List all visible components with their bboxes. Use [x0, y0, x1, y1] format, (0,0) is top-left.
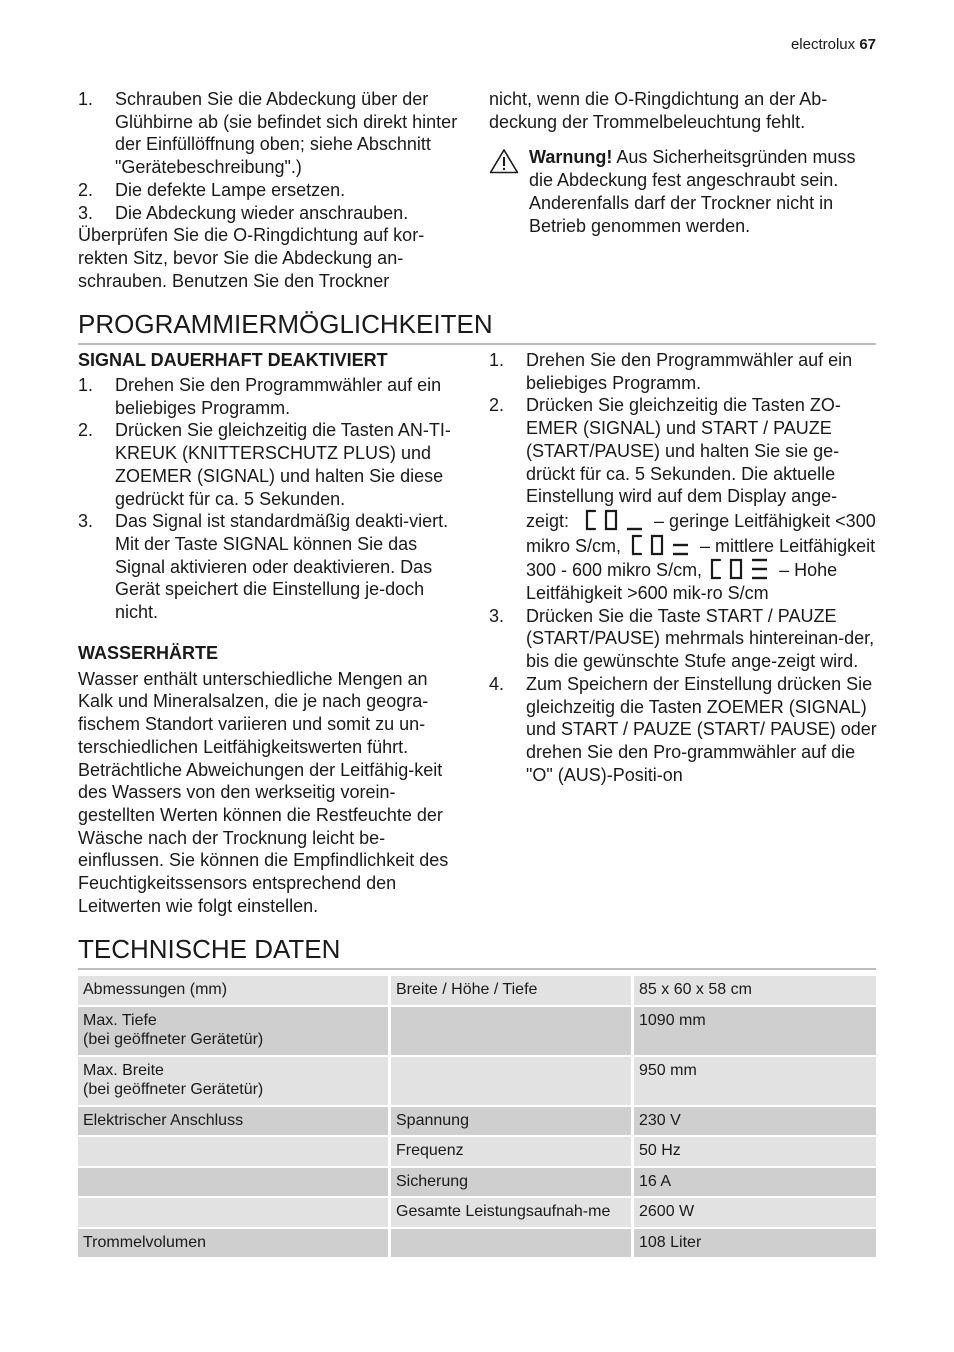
- signal-subheading: SIGNAL DAUERHAFT DEAKTIVIERT: [78, 350, 388, 370]
- list-item: 3. Das Signal ist standardmäßig deakti-viert. Mit der Taste SIGNAL können Sie das Signal aktivieren oder deaktivieren. Das Gerät speichert die Einstellung je-doch nicht.: [78, 511, 449, 623]
- warning-text: Aus Sicherheitsgründen muss die Abdeckung fest angeschraubt sein. Anderenfalls darf der Trockner nicht in Betrieb genommen werden.: [529, 147, 856, 236]
- list-item: 1. Schrauben Sie die Abdeckung über der Glühbirne ab (sie befindet sich direkt hinter der Einfüllöffnung oben; siehe Abschnitt "Gerätebeschreibung".): [78, 89, 458, 178]
- table-row: Gesamte Leistungsaufnah-me 2600 W: [78, 1198, 876, 1229]
- list-item: 2. Drücken Sie gleichzeitig die Tasten AN-TI-KREUK (KNITTERSCHUTZ PLUS) und ZOEMER (SIGNAL) und halten Sie diese gedrückt für ca. 5 Sekunden.: [78, 420, 451, 509]
- table-row: Sicherung 16 A: [78, 1168, 876, 1199]
- display-medium-icon: [630, 533, 692, 557]
- page-header: [791, 36, 876, 53]
- brand-name: electrolux: [790, 36, 856, 53]
- list-item: 1. Drehen Sie den Programmwähler auf ein beliebiges Programm.: [489, 350, 853, 393]
- warning-box: [489, 146, 877, 237]
- top-right-column: [489, 88, 877, 237]
- table-row: Trommelvolumen 108 Liter: [78, 1229, 876, 1260]
- top-left-column: [78, 88, 466, 292]
- conductivity-steps: [489, 349, 877, 786]
- conductivity-steps-column: [489, 349, 877, 786]
- water-hardness-subheading: WASSERHÄRTE: [78, 642, 219, 663]
- table-row: Abmessungen (mm) Breite / Höhe / Tiefe 85 x 60 x 58 cm: [78, 976, 876, 1007]
- table-row: Frequenz 50 Hz: [78, 1137, 876, 1168]
- water-hardness-paragraph: Wasser enthält unterschiedliche Mengen an Kalk und Mineralsalzen, die je nach geogra-fischem Standort variieren und somit zu un-terschiedlichen Leitfähigkeitswerten führt. Beträchtliche Abweichungen der Leitfähig-keit des Wassers von den werkseitig vorein-gestellten Werten können die Restfeuchte der Wäsche nach der Trocknung leicht be-einflussen. Sie können die Empfindlichkeit des Feuchtigkeitssensors entsprechend den Leitwerten wie folgt einstellen.: [78, 668, 449, 916]
- list-item: 4. Zum Speichern der Einstellung drücken Sie gleichzeitig die Tasten ZOEMER (SIGNAL) und START / PAUZE (START/ PAUSE) oder drehen Sie den Pro-grammwähler auf die "O" (AUS)-Positi-on: [489, 673, 877, 785]
- technical-data-table: [78, 976, 876, 1259]
- signal-steps: [78, 374, 466, 624]
- list-item: 2. Drücken Sie gleichzeitig die Tasten ZO-EMER (SIGNAL) und START / PAUZE (START/PAUSE) und halten Sie sie ge-drückt für ca. 5 Sekunden. Die aktuelle Einstellung wird auf dem Display ange-zeigt: – geringe Leitfähigkeit <300 mikro S/cm, – mittlere Leitfähigkeit 300 - 600 mikro S/cm, – Hohe Leitfähigkeit >600 mik-ro S/cm: [489, 395, 876, 604]
- table-row: Elektrischer Anschluss Spannung 230 V: [78, 1107, 876, 1138]
- list-item: 1. Drehen Sie den Programmwähler auf ein beliebiges Programm.: [78, 375, 442, 418]
- display-low-icon: [584, 508, 646, 532]
- list-item: 3. Die Abdeckung wieder anschrauben.: [78, 202, 409, 223]
- o-ring-paragraph-continued: nicht, wenn die O-Ringdichtung an der Ab-deckung der Trommelbeleuchtung fehlt.: [489, 89, 828, 132]
- section-title-technische-daten: TECHNISCHE DATEN: [78, 934, 876, 970]
- signal-water-column: [78, 349, 466, 917]
- page-number: 67: [859, 36, 876, 53]
- o-ring-paragraph: Überprüfen Sie die O-Ringdichtung auf kor-rekten Sitz, bevor Sie die Abdeckung an-schrauben. Benutzen Sie den Trockner: [78, 225, 425, 291]
- list-item: 2. Die defekte Lampe ersetzen.: [78, 179, 346, 200]
- list-item: 3. Drücken Sie die Taste START / PAUZE (START/PAUSE) mehrmals hintereinan-der, bis die gewünschte Stufe ange-zeigt wird.: [489, 605, 875, 672]
- warning-label: Warnung!: [529, 147, 613, 168]
- display-high-icon: [709, 557, 771, 581]
- table-row: Max. Tiefe (bei geöffneter Gerätetür) 1090 mm: [78, 1007, 876, 1057]
- lamp-steps: [78, 88, 466, 224]
- table-row: Max. Breite (bei geöffneter Gerätetür) 950 mm: [78, 1057, 876, 1107]
- warning-triangle-icon: [489, 148, 519, 174]
- section-title-programmiermoeglichkeiten: PROGRAMMIERMÖGLICHKEITEN: [78, 309, 876, 345]
